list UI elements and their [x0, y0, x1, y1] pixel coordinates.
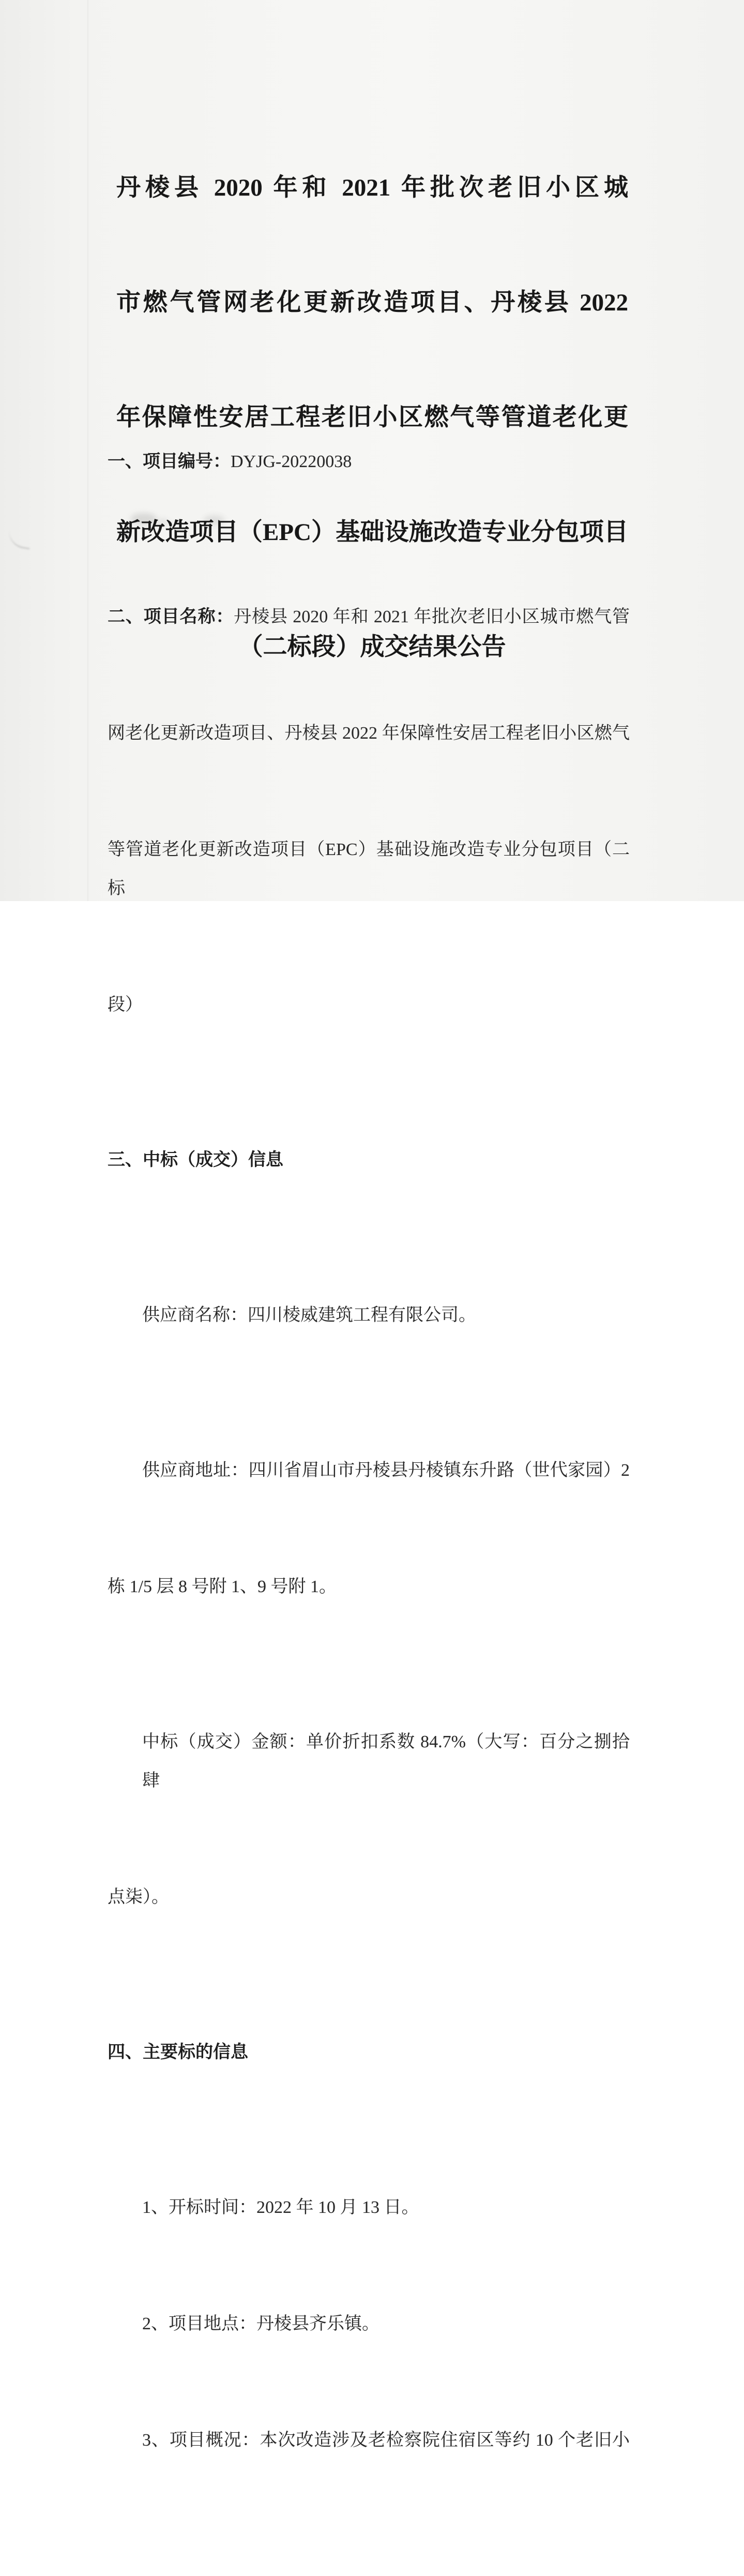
scan-artifact-diagonal-mark: [7, 527, 32, 549]
supplier-name-line: 供应商名称：四川棱威建筑工程有限公司。: [142, 1306, 476, 1325]
title-line-3: 年保障性安居工程老旧小区燃气等管道老化更: [116, 404, 628, 431]
project-name-label: 二、项目名称：: [108, 607, 234, 626]
award-amount-line-1: 中标（成交）金额：单价折扣系数 84.7%（大写：百分之捌拾肆: [142, 1732, 630, 1790]
project-name-line-1: [108, 597, 630, 636]
supplier-address-line-2: 栋 1/5 层 8 号附 1、9 号附 1。: [108, 1577, 337, 1596]
project-number-value: DYJG-20220038: [231, 452, 352, 471]
project-name-line-4: 段）: [108, 995, 143, 1014]
document-body: [108, 326, 630, 2576]
subject-item-project-overview: 3、项目概况：本次改造涉及老检察院住宿区等约 10 个老旧小: [142, 2431, 630, 2450]
project-number-label: 一、项目编号：: [108, 452, 231, 471]
title-line-4: 新改造项目（EPC）基础设施改造专业分包项目: [116, 519, 628, 546]
award-amount-line-2: 点柒）。: [108, 1888, 169, 1907]
supplier-address-line-1: 供应商地址：四川省眉山市丹棱县丹棱镇东升路（世代家园）2: [142, 1461, 630, 1480]
subject-item-project-location: 2、项目地点：丹棱县齐乐镇。: [142, 2314, 379, 2333]
scan-edge-line: [87, 0, 88, 901]
subject-item-bid-opening-time: 1、开标时间：2022 年 10 月 13 日。: [142, 2198, 419, 2217]
project-name-text-1: 丹棱县 2020 年和 2021 年批次老旧小区城市燃气管: [234, 607, 630, 626]
title-line-5: （二标段）成交结果公告: [238, 634, 506, 661]
title-line-1: 丹棱县 2020 年和 2021 年批次老旧小区城: [116, 174, 628, 201]
award-info-heading: 三、中标（成交）信息: [108, 1150, 283, 1170]
title-line-2: 市燃气管网老化更新改造项目、丹棱县 2022: [116, 289, 628, 316]
project-name-line-3: 等管道老化更新改造项目（EPC）基础设施改造专业分包项目（二标: [108, 840, 630, 898]
project-name-line-2: 网老化更新改造项目、丹棱县 2022 年保障性安居工程老旧小区燃气: [108, 724, 630, 743]
subject-info-heading: 四、主要标的信息: [108, 2042, 248, 2062]
project-number-line: [108, 442, 630, 481]
